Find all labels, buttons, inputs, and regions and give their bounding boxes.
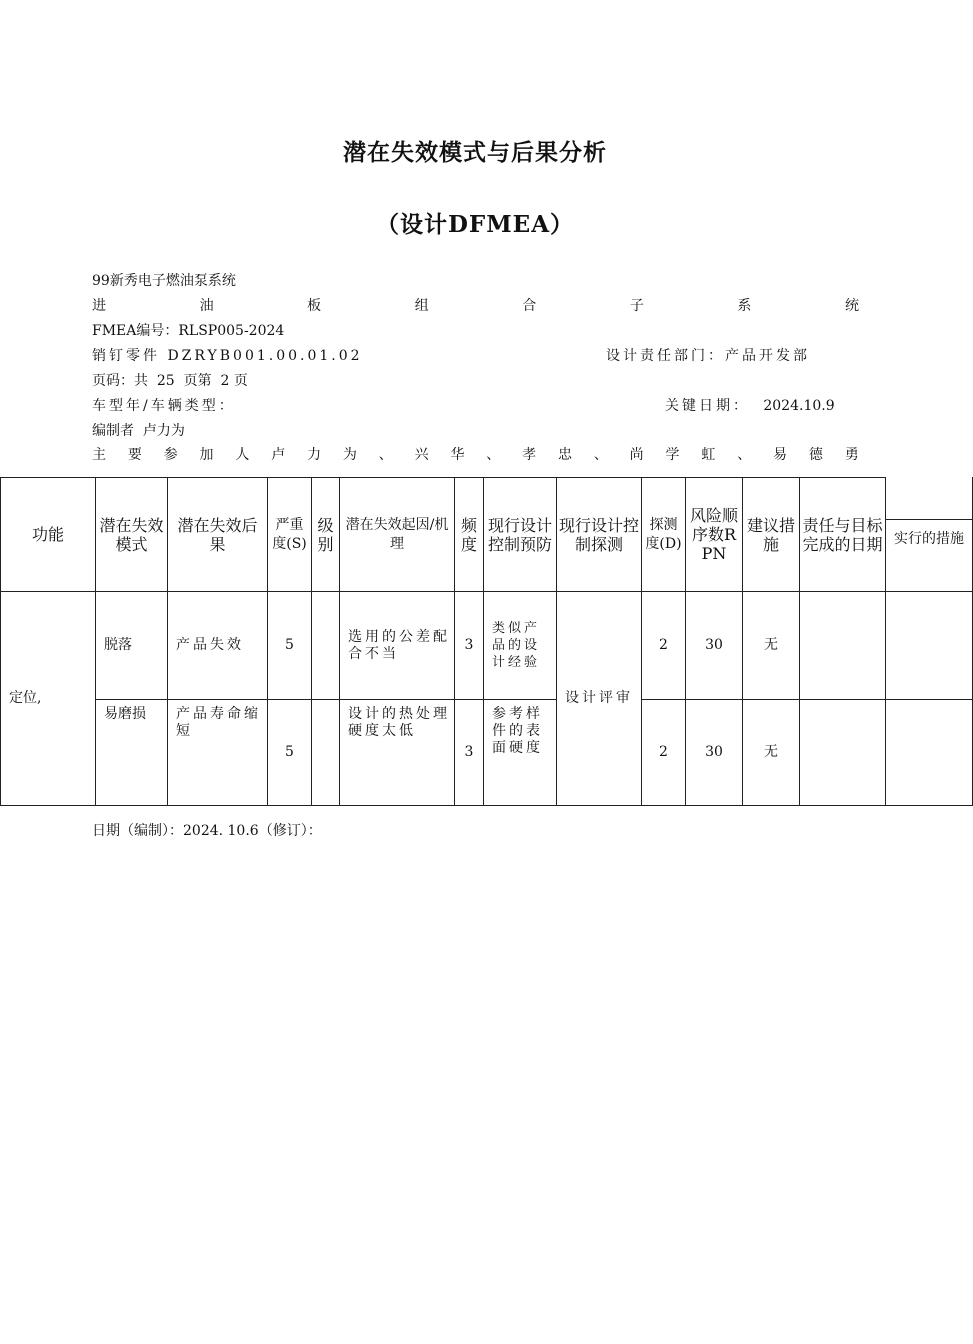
editor: 编制者 卢力为 <box>92 423 185 439</box>
header-severity: 严重度(S) <box>268 478 312 592</box>
vehicle-model: 车型年/车辆类型： <box>92 398 236 414</box>
effect-cell: 产品寿命缩短 <box>168 700 268 806</box>
header-function: 功能 <box>1 478 96 592</box>
header-action-taken: 实行的措施 <box>886 478 973 592</box>
action-cell: 无 <box>743 592 800 700</box>
occurrence-cell: 3 <box>455 592 484 700</box>
responsibility-cell <box>800 592 886 700</box>
document-title: 潜在失效模式与后果分析 <box>343 139 607 166</box>
header-detection: 探测度(D) <box>642 478 686 592</box>
fmea-number: FMEA编号：RLSP005-2024 <box>92 323 285 339</box>
header-cause: 潜在失效起因/机理 <box>340 478 455 592</box>
header-detection-control: 现行设计控制探测 <box>557 478 642 592</box>
function-cell: 定位, <box>1 592 96 806</box>
document-subtitle: （设计DFMEA） <box>375 211 575 238</box>
responsible-dept: 设计责任部门：产品开发部 <box>606 348 810 364</box>
footer-date: 日期（编制）：2024. 10.6（修订）： <box>92 823 322 839</box>
page-count: 页码：共 25 页第 2 页 <box>92 373 248 389</box>
header-failure-mode: 潜在失效模式 <box>96 478 168 592</box>
team-members: 主 要 参 加 人 卢 力 为 、 兴 华 、 孝 忠 、 尚 学 虹 、 易 德 勇 <box>92 447 859 463</box>
failure-mode-cell: 脱落 <box>96 592 168 700</box>
failure-mode-cell: 易磨损 <box>96 700 168 806</box>
table-row <box>1 700 973 806</box>
header-action: 建议措施 <box>743 478 800 592</box>
class-cell <box>312 592 340 700</box>
part-name: 销钉零件 DZRYB001.00.01.02 <box>92 348 363 364</box>
severity-cell: 5 <box>268 592 312 700</box>
system-name: 99新秀电子燃油泵系统 <box>92 273 236 289</box>
class-cell <box>312 700 340 806</box>
action-taken-cell <box>886 700 973 806</box>
severity-cell: 5 <box>268 700 312 806</box>
cause-cell: 选用的公差配合不当 <box>340 592 455 700</box>
table-header-row <box>1 478 973 592</box>
fmea-table <box>0 477 973 806</box>
rpn-cell: 30 <box>686 592 743 700</box>
header-prevention: 现行设计控制预防 <box>484 478 557 592</box>
occurrence-cell: 3 <box>455 700 484 806</box>
header-responsibility: 责任与目标完成的日期 <box>800 478 886 592</box>
responsibility-cell <box>800 700 886 806</box>
key-date: 关键日期： 2024.10.9 <box>665 398 835 414</box>
header-effect: 潜在失效后果 <box>168 478 268 592</box>
subsystem-name: 进 油 板 组 合 子 系 统 <box>92 298 859 314</box>
detection-cell: 2 <box>642 592 686 700</box>
cause-cell: 设计的热处理硬度太低 <box>340 700 455 806</box>
table-row <box>1 592 973 700</box>
header-occurrence: 频度 <box>455 478 484 592</box>
prevention-cell: 类似产品的设计经验 <box>484 592 557 700</box>
rpn-cell: 30 <box>686 700 743 806</box>
detection-cell: 2 <box>642 700 686 806</box>
prevention-cell: 参考样件的表面硬度 <box>484 700 557 806</box>
detection-control-cell: 设计评审 <box>557 592 642 806</box>
effect-cell: 产品失效 <box>168 592 268 700</box>
action-taken-cell <box>886 592 973 700</box>
header-class: 级别 <box>312 478 340 592</box>
header-rpn: 风险顺序数RPN <box>686 478 743 592</box>
action-cell: 无 <box>743 700 800 806</box>
